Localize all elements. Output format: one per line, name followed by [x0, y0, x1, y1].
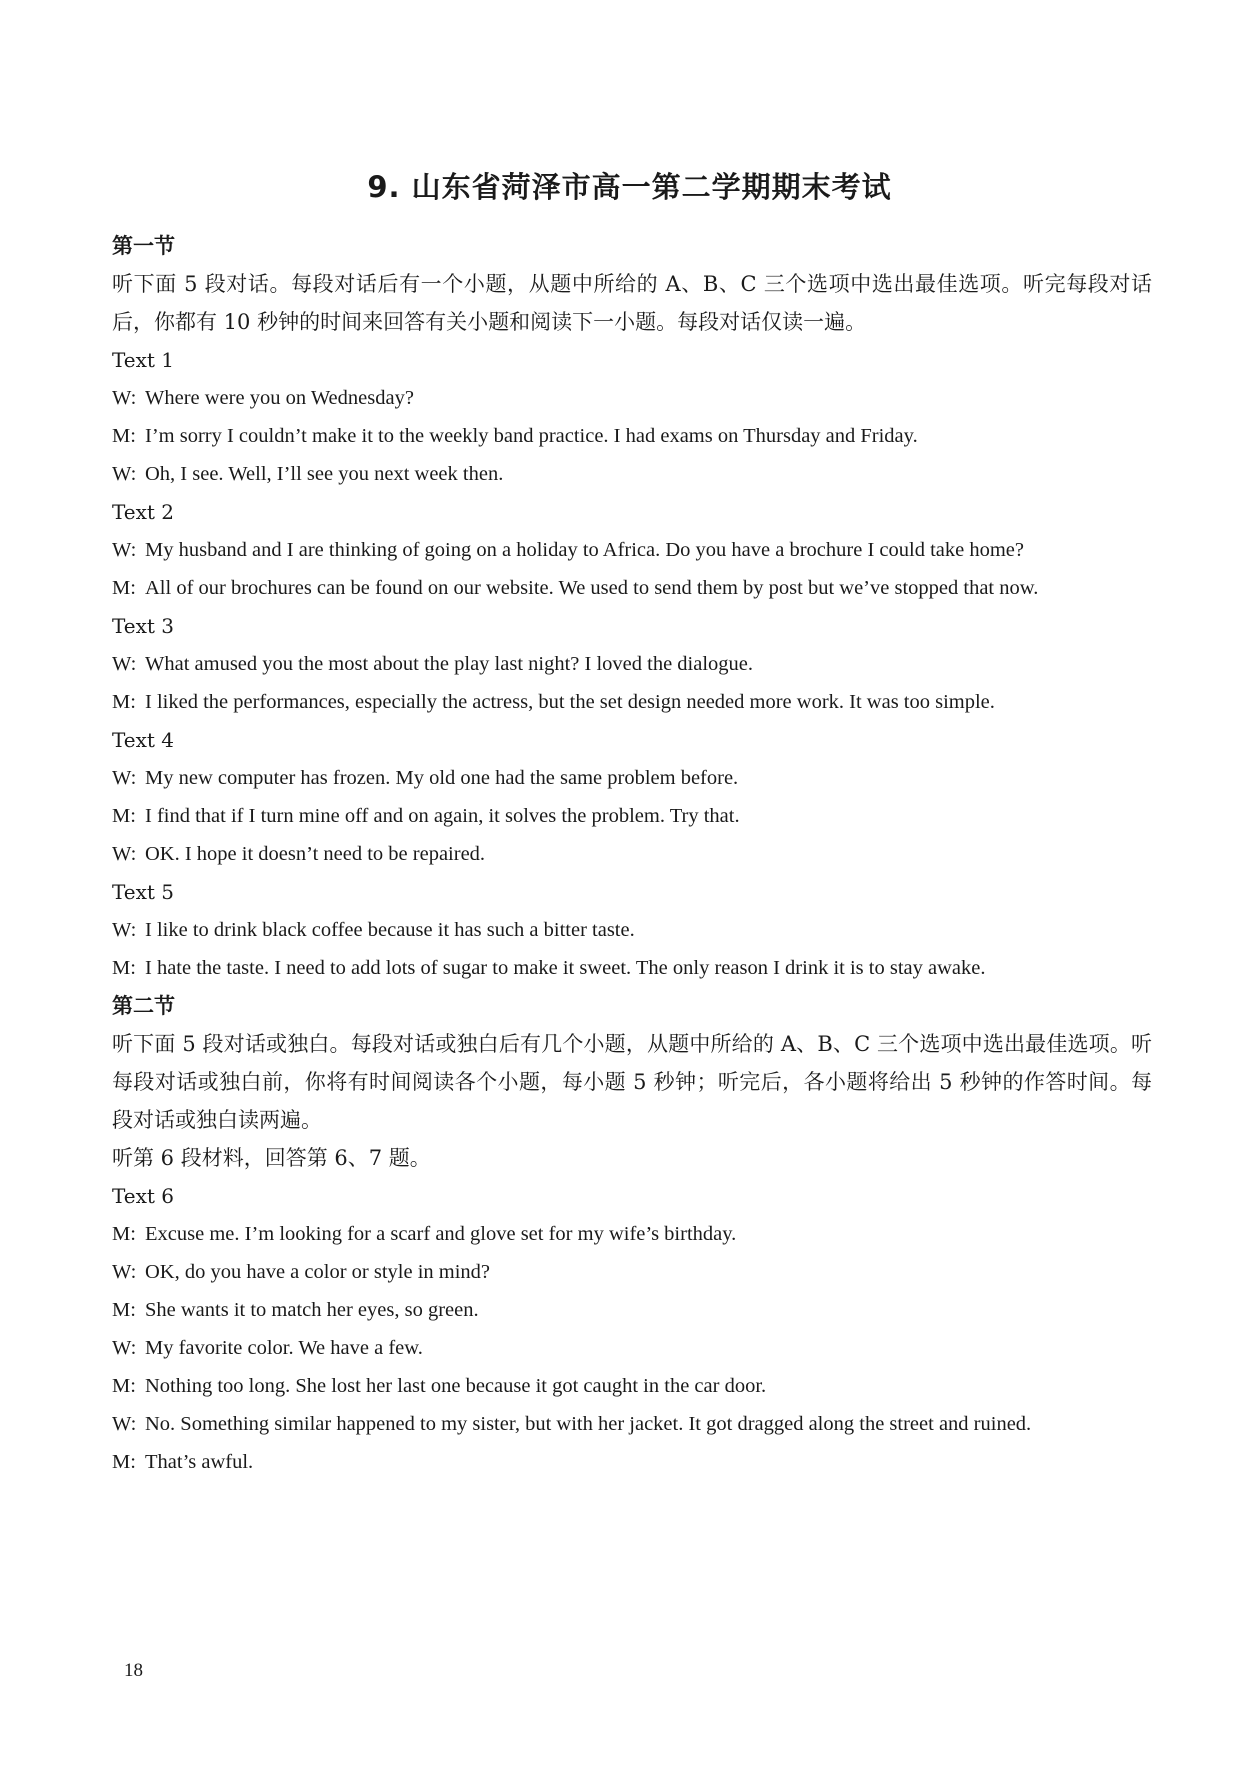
section-1-heading: 第一节 [112, 234, 175, 258]
dialogue-line [112, 759, 1152, 797]
dialogue-text: OK, do you have a color or style in mind? [145, 1261, 491, 1283]
dialogue-label: Text 4 [112, 728, 175, 752]
dialogue-label: Text 2 [112, 500, 175, 524]
speaker-label: M: [112, 691, 136, 713]
speaker-label: M: [112, 577, 136, 599]
dialogue-line [112, 797, 1152, 835]
dialogue-line [112, 1329, 1152, 1367]
speaker-label: W: [112, 767, 137, 789]
speaker-label: M: [112, 1223, 136, 1245]
section-1-instruction: 听下面 5 段对话。每段对话后有一个小题，从题中所给的 A、B、C 三个选项中选出最佳选项。听完每段对话后，你都有 10 秒钟的时间来回答有关小题和阅读下一小题。每段对话仅读一遍。 [112, 272, 1152, 334]
dialogue-line [112, 1291, 1152, 1329]
dialogue-line [112, 1405, 1152, 1443]
speaker-label: W: [112, 539, 137, 561]
section-2-heading: 第二节 [112, 994, 175, 1018]
section-2-dialogues [112, 1177, 1152, 1481]
dialogue-line [112, 911, 1152, 949]
dialogue-line [112, 417, 1152, 455]
dialogue-text: Nothing too long. She lost her last one because it got caught in the car door. [145, 1375, 767, 1397]
section-2-sub-instruction: 听第 6 段材料，回答第 6、7 题。 [112, 1146, 431, 1170]
dialogue-text: I hate the taste. I need to add lots of sugar to make it sweet. The only reason I drink it is to stay awake. [145, 957, 986, 979]
dialogue-text: Excuse me. I’m looking for a scarf and glove set for my wife’s birthday. [145, 1223, 737, 1245]
dialogue-line [112, 1443, 1152, 1481]
dialogue-text: What amused you the most about the play last night? I loved the dialogue. [145, 653, 754, 675]
dialogue-text: I like to drink black coffee because it has such a bitter taste. [145, 919, 635, 941]
dialogue-text: My new computer has frozen. My old one had the same problem before. [145, 767, 739, 789]
dialogue-line [112, 1367, 1152, 1405]
dialogue-label: Text 1 [112, 348, 175, 372]
dialogue-line [112, 1253, 1152, 1291]
dialogue-text: Oh, I see. Well, I’ll see you next week then. [145, 463, 504, 485]
dialogue-text: My favorite color. We have a few. [145, 1337, 423, 1359]
dialogue-line [112, 835, 1152, 873]
speaker-label: W: [112, 919, 137, 941]
section-2-instruction: 听下面 5 段对话或独白。每段对话或独白后有几个小题，从题中所给的 A、B、C 三个选项中选出最佳选项。听每段对话或独白前，你将有时间阅读各个小题，每小题 5 秒钟；听完后，各小题将给出 5 秒钟的作答时间。每段对话或独白读两遍。 [112, 1032, 1152, 1132]
dialogue-text: I liked the performances, especially the actress, but the set design needed more work. It was too simple. [145, 691, 995, 713]
speaker-label: M: [112, 1451, 136, 1473]
speaker-label: W: [112, 1337, 137, 1359]
speaker-label: M: [112, 805, 136, 827]
speaker-label: W: [112, 1413, 137, 1435]
dialogue-line [112, 949, 1152, 987]
speaker-label: W: [112, 463, 137, 485]
dialogue-label: Text 5 [112, 880, 175, 904]
dialogue-text: She wants it to match her eyes, so green. [145, 1299, 479, 1321]
dialogue-line [112, 1215, 1152, 1253]
dialogue-text: My husband and I are thinking of going on a holiday to Africa. Do you have a brochure I could take home? [145, 539, 1024, 561]
speaker-label: M: [112, 1375, 136, 1397]
dialogue-text: I’m sorry I couldn’t make it to the weekly band practice. I had exams on Thursday and Friday. [145, 425, 918, 447]
dialogue-label: Text 3 [112, 614, 175, 638]
dialogue-text: That’s awful. [145, 1451, 254, 1473]
dialogue-line [112, 645, 1152, 683]
dialogue-line [112, 531, 1152, 569]
dialogue-text: All of our brochures can be found on our website. We used to send them by post but we’ve stopped that now. [145, 577, 1039, 599]
speaker-label: M: [112, 425, 136, 447]
dialogue-line [112, 455, 1152, 493]
dialogue-line [112, 379, 1152, 417]
dialogue-text: Where were you on Wednesday? [145, 387, 414, 409]
dialogue-text: I find that if I turn mine off and on again, it solves the problem. Try that. [145, 805, 740, 827]
dialogue-text: No. Something similar happened to my sister, but with her jacket. It got dragged along the street and ruined. [145, 1413, 1032, 1435]
dialogue-text: OK. I hope it doesn’t need to be repaired. [145, 843, 486, 865]
page-number: 18 [124, 1660, 143, 1681]
dialogue-label: Text 6 [112, 1184, 175, 1208]
section-1-dialogues [112, 341, 1152, 987]
dialogue-line [112, 683, 1152, 721]
page-content [112, 227, 1152, 1481]
speaker-label: W: [112, 387, 137, 409]
speaker-label: M: [112, 957, 136, 979]
speaker-label: W: [112, 1261, 137, 1283]
speaker-label: W: [112, 653, 137, 675]
page-title: 9. 山东省菏泽市高一第二学期期末考试 [367, 170, 892, 204]
speaker-label: M: [112, 1299, 136, 1321]
speaker-label: W: [112, 843, 137, 865]
dialogue-line [112, 569, 1152, 607]
